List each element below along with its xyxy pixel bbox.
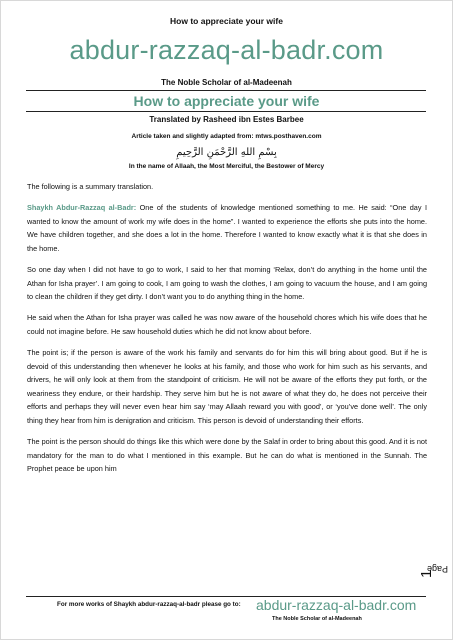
paragraph-3: He said when the Athan for Isha prayer was called he was now aware of the household chores which his wife does that he could not imagine before. He saw household duties which he did not know about before. [27,313,427,336]
site-subtitle: The Noble Scholar of al-Madeenah [161,78,292,87]
speaker-label: Shaykh Abdur-Razzaq al-Badr: [27,203,137,213]
footer-subtitle: The Noble Scholar of al-Madeenah [272,616,362,622]
paragraph-1 [27,201,427,255]
basmala-calligraphy: بِسْمِ اللهِ الرَّحْمَنِ الرَّحِيمِ [176,147,277,158]
basmala-translation: In the name of Allaah, the Most Merciful, the Bestower of Mercy [128,163,325,170]
page-number-text [418,564,448,578]
document-header-title: How to appreciate your wife [170,16,283,26]
article-body [27,180,427,483]
translator-credit: Translated by Rasheed ibn Estes Barbee [149,115,304,124]
source-credit: Article taken and slightly adapted from: mtws.posthaven.com [131,133,322,140]
page-label: Page [426,564,448,574]
header-rule-top [26,90,426,91]
intro-paragraph: The following is a summary translation. [27,182,154,191]
paragraph-4: The point is; if the person is aware of the work his family and servants do for him this will bring about good. But if he is devoid of this understanding then whenever he looks at his family, and those who work for him such as his servants, and drivers, he will only look at them from the standpoint of criticism. He will not be aware of the efforts they put forth, or the weariness they endure, or their hardship. They serve him but he is not aware of what they do, he does not perceive their efforts and perhaps they will never even hear him say ‘may Allaah reward you with good’, or ‘you’ve done well’. The only thing they hear from him is denigration and criticism. This person is devoid of understanding their efforts. [27,347,427,425]
site-logo: abdur-razzaq-al-badr.com [69,35,384,65]
header-rule-bottom [26,111,426,112]
page-number-value: 1 [418,569,435,578]
footer-note: For more works of Shaykh abdur-razzaq-al-badr please go to: [57,601,241,608]
page-number [414,548,448,578]
paragraph-5: The point is the person should do things like this which were done by the Salaf in order to bring about this good. And it is not mandatory for the man to do what I mentioned in this example. But he can do what is mentioned in the Sunnah. The Prophet peace be upon him [27,437,427,474]
footer-site-logo: abdur-razzaq-al-badr.com [256,597,417,613]
article-title: How to appreciate your wife [133,93,320,109]
paragraph-1-text: One of the students of knowledge mentioned something to me. He said: “One day I wanted to know the amount of work my wife does in the home”. I wanted to experience the efforts she puts into the home. We have children together, and she does a lot in the home. Therefore I wanted to know exactly what it is that she does in the home. [27,203,427,253]
paragraph-2: So one day when I did not have to go to work, I said to her that morning ‘Relax, don’t do anything in the home until the Athan for Isha prayer’. I am going to cook, I am going to wash the clothes, I am going to vacuum the house, and I am going to clean the children if they get dirty. I don’t want you to do anything thing in the home. [27,264,427,302]
